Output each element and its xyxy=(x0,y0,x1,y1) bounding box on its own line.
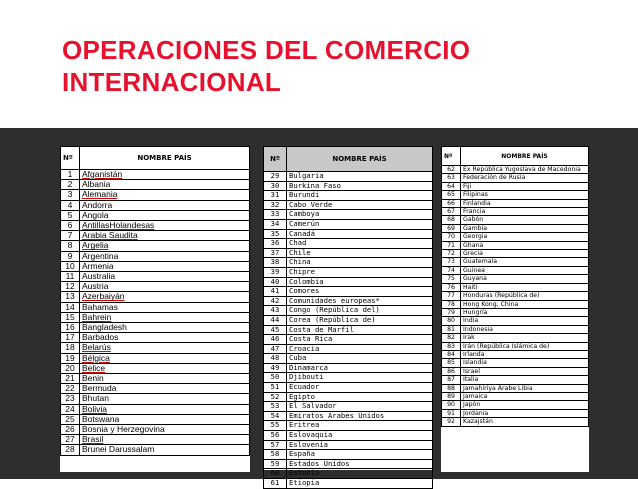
country-name: Irak xyxy=(461,334,589,342)
country-name: Jordania xyxy=(461,409,589,417)
country-name: Comores xyxy=(287,287,433,297)
header-number: Nº xyxy=(61,147,80,170)
row-number: 33 xyxy=(264,210,287,220)
country-name: Chile xyxy=(287,248,433,258)
table-row xyxy=(61,190,250,200)
row-number: 6 xyxy=(61,221,80,231)
country-name: Benin xyxy=(80,374,250,384)
table-row xyxy=(264,267,433,277)
row-number: 86 xyxy=(442,367,461,375)
table-row xyxy=(61,394,250,404)
table-row xyxy=(442,350,589,358)
table-row xyxy=(264,402,433,412)
table-row xyxy=(61,312,250,322)
country-name: Australia xyxy=(80,272,250,282)
country-name: Brunei Darussalam xyxy=(80,445,250,455)
table-row xyxy=(442,300,589,308)
country-name: Bangladesh xyxy=(80,323,250,333)
row-number: 8 xyxy=(61,241,80,251)
header-number: Nº xyxy=(264,147,287,172)
table-row xyxy=(264,335,433,345)
country-name: Finlandia xyxy=(461,199,589,207)
table-row xyxy=(442,359,589,367)
country-name: Colombia xyxy=(287,277,433,287)
table-row xyxy=(61,272,250,282)
row-number: 58 xyxy=(264,450,287,460)
table-row xyxy=(61,353,250,363)
table-row xyxy=(442,166,589,174)
country-name: Eslovenia xyxy=(287,440,433,450)
row-number: 7 xyxy=(61,231,80,241)
country-name: Cuba xyxy=(287,354,433,364)
country-name: Burundi xyxy=(287,191,433,201)
row-number: 64 xyxy=(442,182,461,190)
row-number: 21 xyxy=(61,374,80,384)
table-row xyxy=(61,241,250,251)
country-name: Bahamas xyxy=(80,302,250,312)
table-row xyxy=(61,374,250,384)
country-name: Federación de Rusia xyxy=(461,174,589,182)
row-number: 52 xyxy=(264,392,287,402)
country-name: Dinamarca xyxy=(287,363,433,373)
country-name: Belice xyxy=(80,363,250,373)
row-number: 51 xyxy=(264,383,287,393)
country-name: Eritrea xyxy=(287,421,433,431)
table-row xyxy=(61,200,250,210)
table-row xyxy=(442,334,589,342)
country-name: Gambia xyxy=(461,224,589,232)
country-name: Eslovaquia xyxy=(287,431,433,441)
table-row xyxy=(442,208,589,216)
row-number: 17 xyxy=(61,333,80,343)
table-row xyxy=(442,258,589,266)
row-number: 87 xyxy=(442,376,461,384)
table-row xyxy=(61,231,250,241)
country-name: Belarús xyxy=(80,343,250,353)
country-name: Emiratos Árabes Unidos xyxy=(287,411,433,421)
row-number: 48 xyxy=(264,354,287,364)
country-name: Jamaica xyxy=(461,392,589,400)
row-number: 92 xyxy=(442,418,461,426)
row-number: 14 xyxy=(61,302,80,312)
row-number: 69 xyxy=(442,224,461,232)
row-number: 47 xyxy=(264,344,287,354)
country-name: Estonia xyxy=(287,469,433,479)
table-row xyxy=(442,317,589,325)
row-number: 72 xyxy=(442,250,461,258)
title-area xyxy=(0,0,638,128)
table-row xyxy=(61,425,250,435)
table-row xyxy=(442,216,589,224)
country-name: Ghana xyxy=(461,241,589,249)
country-name: Guyana xyxy=(461,275,589,283)
table-row xyxy=(442,292,589,300)
table-row xyxy=(264,219,433,229)
table-row xyxy=(442,174,589,182)
table-row xyxy=(61,333,250,343)
row-number: 37 xyxy=(264,248,287,258)
country-name: Grecia xyxy=(461,250,589,258)
country-name: Etiopía xyxy=(287,479,433,489)
country-name: Bahrein xyxy=(80,312,250,322)
country-name: Andorra xyxy=(80,200,250,210)
table-row xyxy=(264,479,433,489)
table-row xyxy=(442,266,589,274)
table-row xyxy=(442,191,589,199)
country-name: Irán (República Islámica de) xyxy=(461,342,589,350)
table-row xyxy=(61,282,250,292)
table-row xyxy=(264,306,433,316)
row-number: 9 xyxy=(61,251,80,261)
row-number: 31 xyxy=(264,191,287,201)
slide-title-line1: OPERACIONES DEL COMERCIO xyxy=(62,35,471,65)
slide-title-line2: INTERNACIONAL xyxy=(62,67,282,97)
country-name: Bosnia y Herzegovina xyxy=(80,425,250,435)
table-row xyxy=(442,241,589,249)
table-row xyxy=(264,450,433,460)
table-row xyxy=(442,401,589,409)
table-row xyxy=(442,367,589,375)
row-number: 91 xyxy=(442,409,461,417)
row-number: 11 xyxy=(61,272,80,282)
row-number: 29 xyxy=(264,172,287,182)
country-name: Ecuador xyxy=(287,383,433,393)
row-number: 89 xyxy=(442,392,461,400)
table-row xyxy=(61,343,250,353)
country-name: Croacia xyxy=(287,344,433,354)
row-number: 3 xyxy=(61,190,80,200)
row-number: 49 xyxy=(264,363,287,373)
country-name: Fiji xyxy=(461,182,589,190)
row-number: 54 xyxy=(264,411,287,421)
row-number: 46 xyxy=(264,335,287,345)
row-number: 34 xyxy=(264,219,287,229)
country-name: Guinea xyxy=(461,266,589,274)
row-number: 36 xyxy=(264,239,287,249)
row-number: 85 xyxy=(442,359,461,367)
country-name: Irlanda xyxy=(461,350,589,358)
row-number: 42 xyxy=(264,296,287,306)
row-number: 26 xyxy=(61,425,80,435)
table-row xyxy=(442,418,589,426)
row-number: 53 xyxy=(264,402,287,412)
country-name: Barbados xyxy=(80,333,250,343)
row-number: 12 xyxy=(61,282,80,292)
country-name: Bermuda xyxy=(80,384,250,394)
row-number: 1 xyxy=(61,170,80,180)
row-number: 57 xyxy=(264,440,287,450)
header-number: Nº xyxy=(442,147,461,166)
row-number: 25 xyxy=(61,414,80,424)
country-name: Albania xyxy=(80,180,250,190)
table-row xyxy=(61,251,250,261)
country-name: Estados Unidos xyxy=(287,459,433,469)
table-row xyxy=(442,275,589,283)
table-row xyxy=(442,342,589,350)
country-name: China xyxy=(287,258,433,268)
country-name: Hong Kong, China xyxy=(461,300,589,308)
row-number: 41 xyxy=(264,287,287,297)
country-name: Corea (República de) xyxy=(287,315,433,325)
table-row xyxy=(61,384,250,394)
country-name: Italia xyxy=(461,376,589,384)
country-name: Afganistán xyxy=(80,170,250,180)
row-number: 71 xyxy=(442,241,461,249)
country-table-3 xyxy=(441,146,589,472)
slide-title xyxy=(62,34,470,98)
row-number: 30 xyxy=(264,181,287,191)
row-number: 22 xyxy=(61,384,80,394)
row-number: 39 xyxy=(264,267,287,277)
table-row xyxy=(264,315,433,325)
table-row xyxy=(264,239,433,249)
row-number: 63 xyxy=(442,174,461,182)
row-number: 45 xyxy=(264,325,287,335)
table-row xyxy=(61,221,250,231)
country-name: Camboya xyxy=(287,210,433,220)
country-name: Alemania xyxy=(80,190,250,200)
row-number: 4 xyxy=(61,200,80,210)
country-name: Ex República Yugoslava de Macedonia xyxy=(461,166,589,174)
country-name: India xyxy=(461,317,589,325)
row-number: 67 xyxy=(442,208,461,216)
country-name: Comunidades europeas* xyxy=(287,296,433,306)
row-number: 40 xyxy=(264,277,287,287)
table-row xyxy=(61,180,250,190)
table-row xyxy=(442,384,589,392)
row-number: 27 xyxy=(61,435,80,445)
row-number: 83 xyxy=(442,342,461,350)
country-name: Costa Rica xyxy=(287,335,433,345)
row-number: 66 xyxy=(442,199,461,207)
header-country-name: NOMBRE PAÍS xyxy=(461,147,589,166)
row-number: 20 xyxy=(61,363,80,373)
country-name: Argelia xyxy=(80,241,250,251)
country-name: Egipto xyxy=(287,392,433,402)
row-number: 32 xyxy=(264,200,287,210)
country-name: Hungría xyxy=(461,308,589,316)
row-number: 44 xyxy=(264,315,287,325)
table-row xyxy=(264,258,433,268)
country-name: Haití xyxy=(461,283,589,291)
table-row xyxy=(442,325,589,333)
country-name: Arabia Saudita xyxy=(80,231,250,241)
row-number: 77 xyxy=(442,292,461,300)
row-number: 50 xyxy=(264,373,287,383)
country-name: España xyxy=(287,450,433,460)
row-number: 19 xyxy=(61,353,80,363)
country-name: Angola xyxy=(80,210,250,220)
row-number: 70 xyxy=(442,233,461,241)
country-name: Chipre xyxy=(287,267,433,277)
country-name: Guatemala xyxy=(461,258,589,266)
header-country-name: NOMBRE PAÍS xyxy=(287,147,433,172)
table-row xyxy=(61,210,250,220)
country-name: Indonesia xyxy=(461,325,589,333)
row-number: 59 xyxy=(264,459,287,469)
country-name: Azerbaiyán xyxy=(80,292,250,302)
table-row xyxy=(442,409,589,417)
country-name: AntillasHolandesas xyxy=(80,221,250,231)
table-row xyxy=(61,404,250,414)
table-row xyxy=(264,172,433,182)
header-country-name: NOMBRE PAÍS xyxy=(80,147,250,170)
row-number: 79 xyxy=(442,308,461,316)
table-row xyxy=(442,182,589,190)
table-row xyxy=(61,363,250,373)
country-name: Costa de Marfil xyxy=(287,325,433,335)
row-number: 2 xyxy=(61,180,80,190)
country-name: El Salvador xyxy=(287,402,433,412)
row-number: 28 xyxy=(61,445,80,455)
row-number: 74 xyxy=(442,266,461,274)
country-name: Austria xyxy=(80,282,250,292)
row-number: 61 xyxy=(264,479,287,489)
table-row xyxy=(264,431,433,441)
row-number: 13 xyxy=(61,292,80,302)
country-name: Burkina Faso xyxy=(287,181,433,191)
country-table-1 xyxy=(60,146,250,472)
table-row xyxy=(442,308,589,316)
table-row xyxy=(264,287,433,297)
table-row xyxy=(61,445,250,455)
table-row xyxy=(442,392,589,400)
country-name: Georgia xyxy=(461,233,589,241)
table-row xyxy=(442,250,589,258)
country-name: Bulgaria xyxy=(287,172,433,182)
country-name: Gabón xyxy=(461,216,589,224)
country-name: Jamahiriya Árabe Libia xyxy=(461,384,589,392)
row-number: 55 xyxy=(264,421,287,431)
country-name: Canadá xyxy=(287,229,433,239)
table-row xyxy=(442,233,589,241)
row-number: 43 xyxy=(264,306,287,316)
row-number: 18 xyxy=(61,343,80,353)
row-number: 81 xyxy=(442,325,461,333)
row-number: 23 xyxy=(61,394,80,404)
row-number: 38 xyxy=(264,258,287,268)
country-name: Filipinas xyxy=(461,191,589,199)
row-number: 24 xyxy=(61,404,80,414)
row-number: 90 xyxy=(442,401,461,409)
country-name: Israel xyxy=(461,367,589,375)
country-name: Congo (República del) xyxy=(287,306,433,316)
country-name: Brasil xyxy=(80,435,250,445)
row-number: 75 xyxy=(442,275,461,283)
row-number: 10 xyxy=(61,261,80,271)
row-number: 60 xyxy=(264,469,287,479)
country-name: Armenia xyxy=(80,261,250,271)
country-name: Islandia xyxy=(461,359,589,367)
row-number: 16 xyxy=(61,323,80,333)
table-row xyxy=(61,414,250,424)
table-row xyxy=(264,383,433,393)
row-number: 5 xyxy=(61,210,80,220)
row-number: 88 xyxy=(442,384,461,392)
table-row xyxy=(442,376,589,384)
table-row xyxy=(61,170,250,180)
country-name: Japón xyxy=(461,401,589,409)
table-row xyxy=(264,354,433,364)
table-row xyxy=(61,261,250,271)
country-name: Chad xyxy=(287,239,433,249)
country-name: Bhutan xyxy=(80,394,250,404)
country-name: Botswana xyxy=(80,414,250,424)
table-row xyxy=(61,435,250,445)
table-row xyxy=(442,224,589,232)
country-table-2 xyxy=(263,146,433,487)
row-number: 65 xyxy=(442,191,461,199)
row-number: 84 xyxy=(442,350,461,358)
row-number: 62 xyxy=(442,166,461,174)
row-number: 82 xyxy=(442,334,461,342)
country-name: Bélgica xyxy=(80,353,250,363)
row-number: 35 xyxy=(264,229,287,239)
country-name: Honduras (República de) xyxy=(461,292,589,300)
country-name: Bolivia xyxy=(80,404,250,414)
country-name: Djibouti xyxy=(287,373,433,383)
country-name: Argentina xyxy=(80,251,250,261)
country-name: Kazajstán xyxy=(461,418,589,426)
table-row xyxy=(442,199,589,207)
row-number: 80 xyxy=(442,317,461,325)
country-name: Camerún xyxy=(287,219,433,229)
row-number: 68 xyxy=(442,216,461,224)
table-row xyxy=(264,191,433,201)
row-number: 56 xyxy=(264,431,287,441)
table-row xyxy=(61,292,250,302)
country-name: Cabo Verde xyxy=(287,200,433,210)
table-row xyxy=(61,323,250,333)
row-number: 15 xyxy=(61,312,80,322)
row-number: 76 xyxy=(442,283,461,291)
table-row xyxy=(61,302,250,312)
row-number: 73 xyxy=(442,258,461,266)
country-name: Francia xyxy=(461,208,589,216)
table-row xyxy=(442,283,589,291)
row-number: 78 xyxy=(442,300,461,308)
